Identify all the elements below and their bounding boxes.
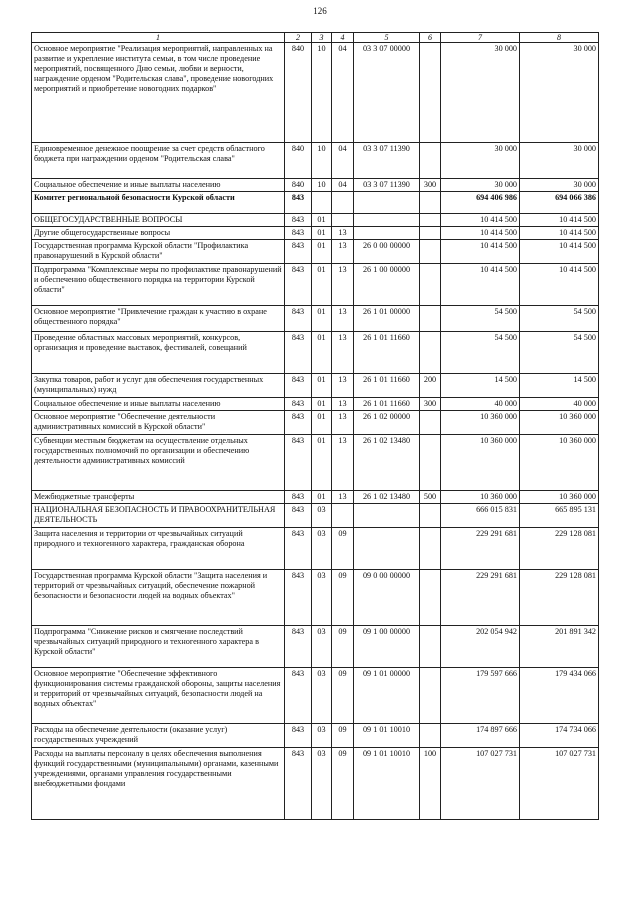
section-code: 03 <box>312 668 332 724</box>
target-article-code: 03 3 07 00000 <box>354 43 420 143</box>
target-article-code: 03 3 07 11390 <box>354 179 420 192</box>
target-article-code: 26 0 00 00000 <box>354 240 420 264</box>
target-article-code: 26 1 02 13480 <box>354 491 420 504</box>
ministry-code: 840 <box>285 143 312 179</box>
column-number: 2 <box>285 33 312 43</box>
table-row <box>32 240 599 264</box>
table-row <box>32 306 599 332</box>
section-code: 03 <box>312 528 332 570</box>
target-article-code <box>354 528 420 570</box>
section-code: 01 <box>312 332 332 374</box>
table-row <box>32 491 599 504</box>
target-article-code: 09 0 00 00000 <box>354 570 420 626</box>
section-code: 10 <box>312 43 332 143</box>
expense-type-code <box>420 626 441 668</box>
subsection-code: 13 <box>332 411 354 435</box>
row-name: Основное мероприятие "Обеспечение эффективного функционирования системы гражданской обороны, защиты населения и территорий от чрезвычайных ситуаций, безопасности людей на водных объектах" <box>32 668 285 724</box>
amount-year-2: 54 500 <box>520 332 599 374</box>
amount-year-1: 229 291 681 <box>441 570 520 626</box>
subsection-code: 13 <box>332 435 354 491</box>
section-code: 03 <box>312 748 332 820</box>
expense-type-code <box>420 332 441 374</box>
table-row <box>32 398 599 411</box>
subsection-code: 13 <box>332 398 354 411</box>
section-code: 01 <box>312 374 332 398</box>
expense-type-code <box>420 411 441 435</box>
row-name: Расходы на обеспечение деятельности (оказание услуг) государственных учреждений <box>32 724 285 748</box>
ministry-code: 843 <box>285 240 312 264</box>
column-number: 5 <box>354 33 420 43</box>
subsection-code: 13 <box>332 240 354 264</box>
ministry-code: 843 <box>285 435 312 491</box>
ministry-code: 843 <box>285 724 312 748</box>
amount-year-1: 10 360 000 <box>441 411 520 435</box>
section-code <box>312 192 332 214</box>
amount-year-2: 10 360 000 <box>520 491 599 504</box>
expense-type-code: 200 <box>420 374 441 398</box>
row-name: Защита населения и территории от чрезвычайных ситуаций природного и техногенного характера, гражданская оборона <box>32 528 285 570</box>
section-code: 10 <box>312 143 332 179</box>
target-article-code: 26 1 00 00000 <box>354 264 420 306</box>
amount-year-2: 107 027 731 <box>520 748 599 820</box>
ministry-code: 843 <box>285 214 312 227</box>
amount-year-2: 10 414 500 <box>520 264 599 306</box>
amount-year-1: 694 406 986 <box>441 192 520 214</box>
expense-type-code <box>420 264 441 306</box>
amount-year-2: 40 000 <box>520 398 599 411</box>
column-number: 6 <box>420 33 441 43</box>
amount-year-1: 174 897 666 <box>441 724 520 748</box>
ministry-code: 843 <box>285 264 312 306</box>
row-name: Государственная программа Курской области "Защита населения и территорий от чрезвычайных ситуаций, обеспечение пожарной безопасности и безопасности людей на водных объектах" <box>32 570 285 626</box>
subsection-code: 04 <box>332 143 354 179</box>
ministry-code: 843 <box>285 528 312 570</box>
table-row <box>32 724 599 748</box>
subsection-code: 13 <box>332 264 354 306</box>
target-article-code <box>354 504 420 528</box>
section-code: 03 <box>312 504 332 528</box>
ministry-code: 843 <box>285 668 312 724</box>
target-article-code: 26 1 02 13480 <box>354 435 420 491</box>
row-name: НАЦИОНАЛЬНАЯ БЕЗОПАСНОСТЬ И ПРАВООХРАНИТЕЛЬНАЯ ДЕЯТЕЛЬНОСТЬ <box>32 504 285 528</box>
section-code: 01 <box>312 227 332 240</box>
expense-type-code: 500 <box>420 491 441 504</box>
ministry-code: 840 <box>285 43 312 143</box>
ministry-code: 843 <box>285 626 312 668</box>
subsection-code: 13 <box>332 227 354 240</box>
row-name: Подпрограмма "Комплексные меры по профилактике правонарушений и обеспечению общественного порядка на территории Курской области" <box>32 264 285 306</box>
ministry-code: 840 <box>285 179 312 192</box>
amount-year-1: 30 000 <box>441 43 520 143</box>
row-name: Проведение областных массовых мероприятий, конкурсов, организация и проведение выставок, фестивалей, совещаний <box>32 332 285 374</box>
amount-year-2: 10 414 500 <box>520 227 599 240</box>
column-number: 7 <box>441 33 520 43</box>
amount-year-2: 30 000 <box>520 43 599 143</box>
row-name: Социальное обеспечение и иные выплаты населению <box>32 179 285 192</box>
expense-type-code <box>420 668 441 724</box>
amount-year-1: 202 054 942 <box>441 626 520 668</box>
row-name: Расходы на выплаты персоналу в целях обеспечения выполнения функций государственными (муниципальными) органами, казенными учреждениями, органами управления государственными внебюджетными фондами <box>32 748 285 820</box>
section-code: 01 <box>312 240 332 264</box>
amount-year-1: 54 500 <box>441 332 520 374</box>
target-article-code: 09 1 01 10010 <box>354 724 420 748</box>
expense-type-code <box>420 724 441 748</box>
column-number: 8 <box>520 33 599 43</box>
ministry-code: 843 <box>285 227 312 240</box>
table-row <box>32 435 599 491</box>
section-code: 01 <box>312 491 332 504</box>
target-article-code: 09 1 00 00000 <box>354 626 420 668</box>
target-article-code: 26 1 01 11660 <box>354 332 420 374</box>
ministry-code: 843 <box>285 306 312 332</box>
expense-type-code: 300 <box>420 179 441 192</box>
amount-year-1: 30 000 <box>441 179 520 192</box>
amount-year-2: 229 128 081 <box>520 570 599 626</box>
amount-year-2: 10 360 000 <box>520 411 599 435</box>
amount-year-2: 54 500 <box>520 306 599 332</box>
subsection-code: 09 <box>332 724 354 748</box>
amount-year-2: 10 414 500 <box>520 240 599 264</box>
subsection-code: 09 <box>332 570 354 626</box>
amount-year-1: 107 027 731 <box>441 748 520 820</box>
table-row <box>32 264 599 306</box>
subsection-code: 13 <box>332 374 354 398</box>
column-number: 4 <box>332 33 354 43</box>
amount-year-1: 179 597 666 <box>441 668 520 724</box>
amount-year-1: 14 500 <box>441 374 520 398</box>
table-row <box>32 192 599 214</box>
subsection-code: 09 <box>332 528 354 570</box>
table-row <box>32 332 599 374</box>
ministry-code: 843 <box>285 332 312 374</box>
amount-year-1: 10 360 000 <box>441 491 520 504</box>
ministry-code: 843 <box>285 192 312 214</box>
subsection-code: 13 <box>332 306 354 332</box>
amount-year-1: 666 015 831 <box>441 504 520 528</box>
ministry-code: 843 <box>285 374 312 398</box>
amount-year-1: 40 000 <box>441 398 520 411</box>
expense-type-code: 100 <box>420 748 441 820</box>
table-row <box>32 748 599 820</box>
expense-type-code <box>420 227 441 240</box>
table-row <box>32 626 599 668</box>
amount-year-1: 30 000 <box>441 143 520 179</box>
amount-year-2: 10 360 000 <box>520 435 599 491</box>
column-number-row <box>32 33 599 43</box>
row-name: Основное мероприятие "Реализация мероприятий, направленных на развитие и укрепление института семьи, в том числе проведение мероприятий, посвященного Дню семьи, любви и верности, награждение орденом "Родительская слава", проведение новогодних мероприятий и приобретение новогодних подарков" <box>32 43 285 143</box>
expense-type-code <box>420 214 441 227</box>
section-code: 01 <box>312 214 332 227</box>
ministry-code: 843 <box>285 411 312 435</box>
amount-year-2: 10 414 500 <box>520 214 599 227</box>
target-article-code: 26 1 01 11660 <box>354 374 420 398</box>
ministry-code: 843 <box>285 398 312 411</box>
table-row <box>32 570 599 626</box>
row-name: Подпрограмма "Снижение рисков и смягчение последствий чрезвычайных ситуаций природного и техногенного характера в Курской области" <box>32 626 285 668</box>
row-name: Закупка товаров, работ и услуг для обеспечения государственных (муниципальных) нужд <box>32 374 285 398</box>
section-code: 01 <box>312 306 332 332</box>
row-name: Другие общегосударственные вопросы <box>32 227 285 240</box>
table-row <box>32 43 599 143</box>
ministry-code: 843 <box>285 504 312 528</box>
table-row <box>32 411 599 435</box>
column-number: 1 <box>32 33 285 43</box>
target-article-code <box>354 192 420 214</box>
target-article-code <box>354 214 420 227</box>
expense-type-code <box>420 306 441 332</box>
section-code: 03 <box>312 724 332 748</box>
subsection-code <box>332 214 354 227</box>
table-row <box>32 143 599 179</box>
amount-year-2: 174 734 066 <box>520 724 599 748</box>
subsection-code: 04 <box>332 43 354 143</box>
ministry-code: 843 <box>285 570 312 626</box>
row-name: Единовременное денежное поощрение за счет средств областного бюджета при награждении орденом "Родительская слава" <box>32 143 285 179</box>
table-row <box>32 179 599 192</box>
amount-year-2: 14 500 <box>520 374 599 398</box>
expense-type-code <box>420 435 441 491</box>
target-article-code: 26 1 02 00000 <box>354 411 420 435</box>
table-row <box>32 668 599 724</box>
target-article-code: 09 1 01 00000 <box>354 668 420 724</box>
section-code: 01 <box>312 411 332 435</box>
section-code: 03 <box>312 570 332 626</box>
section-code: 10 <box>312 179 332 192</box>
subsection-code: 09 <box>332 626 354 668</box>
expense-type-code <box>420 43 441 143</box>
table-row <box>32 227 599 240</box>
subsection-code: 09 <box>332 668 354 724</box>
row-name: Основное мероприятие "Привлечение граждан к участию в охране общественного порядка" <box>32 306 285 332</box>
section-code: 03 <box>312 626 332 668</box>
row-name: Межбюджетные трансферты <box>32 491 285 504</box>
expense-type-code <box>420 192 441 214</box>
budget-table <box>31 32 599 820</box>
amount-year-2: 665 895 131 <box>520 504 599 528</box>
expense-type-code <box>420 570 441 626</box>
row-name: Субвенции местным бюджетам на осуществление отдельных государственных полномочий по организации и обеспечению деятельности административных комиссий <box>32 435 285 491</box>
table-row <box>32 504 599 528</box>
amount-year-1: 10 414 500 <box>441 264 520 306</box>
amount-year-2: 179 434 066 <box>520 668 599 724</box>
page-number: 126 <box>313 6 327 16</box>
table-row <box>32 528 599 570</box>
subsection-code: 04 <box>332 179 354 192</box>
expense-type-code <box>420 240 441 264</box>
target-article-code: 09 1 01 10010 <box>354 748 420 820</box>
ministry-code: 843 <box>285 491 312 504</box>
amount-year-2: 30 000 <box>520 179 599 192</box>
row-name: Государственная программа Курской области "Профилактика правонарушений в Курской области" <box>32 240 285 264</box>
target-article-code: 03 3 07 11390 <box>354 143 420 179</box>
amount-year-1: 10 360 000 <box>441 435 520 491</box>
amount-year-2: 694 066 386 <box>520 192 599 214</box>
amount-year-1: 229 291 681 <box>441 528 520 570</box>
expense-type-code <box>420 143 441 179</box>
section-code: 01 <box>312 435 332 491</box>
subsection-code: 13 <box>332 332 354 374</box>
ministry-code: 843 <box>285 748 312 820</box>
amount-year-2: 229 128 081 <box>520 528 599 570</box>
target-article-code <box>354 227 420 240</box>
expense-type-code <box>420 528 441 570</box>
row-name: Социальное обеспечение и иные выплаты населению <box>32 398 285 411</box>
table-row <box>32 374 599 398</box>
subsection-code: 09 <box>332 748 354 820</box>
subsection-code <box>332 504 354 528</box>
amount-year-2: 30 000 <box>520 143 599 179</box>
row-name: ОБЩЕГОСУДАРСТВЕННЫЕ ВОПРОСЫ <box>32 214 285 227</box>
row-name: Основное мероприятие "Обеспечение деятельности административных комиссий в Курской области" <box>32 411 285 435</box>
table-row <box>32 214 599 227</box>
row-name: Комитет региональной безопасности Курской области <box>32 192 285 214</box>
amount-year-1: 10 414 500 <box>441 214 520 227</box>
expense-type-code <box>420 504 441 528</box>
subsection-code <box>332 192 354 214</box>
subsection-code: 13 <box>332 491 354 504</box>
amount-year-1: 10 414 500 <box>441 240 520 264</box>
amount-year-1: 10 414 500 <box>441 227 520 240</box>
amount-year-1: 54 500 <box>441 306 520 332</box>
column-number: 3 <box>312 33 332 43</box>
target-article-code: 26 1 01 00000 <box>354 306 420 332</box>
section-code: 01 <box>312 398 332 411</box>
section-code: 01 <box>312 264 332 306</box>
amount-year-2: 201 891 342 <box>520 626 599 668</box>
expense-type-code: 300 <box>420 398 441 411</box>
target-article-code: 26 1 01 11660 <box>354 398 420 411</box>
